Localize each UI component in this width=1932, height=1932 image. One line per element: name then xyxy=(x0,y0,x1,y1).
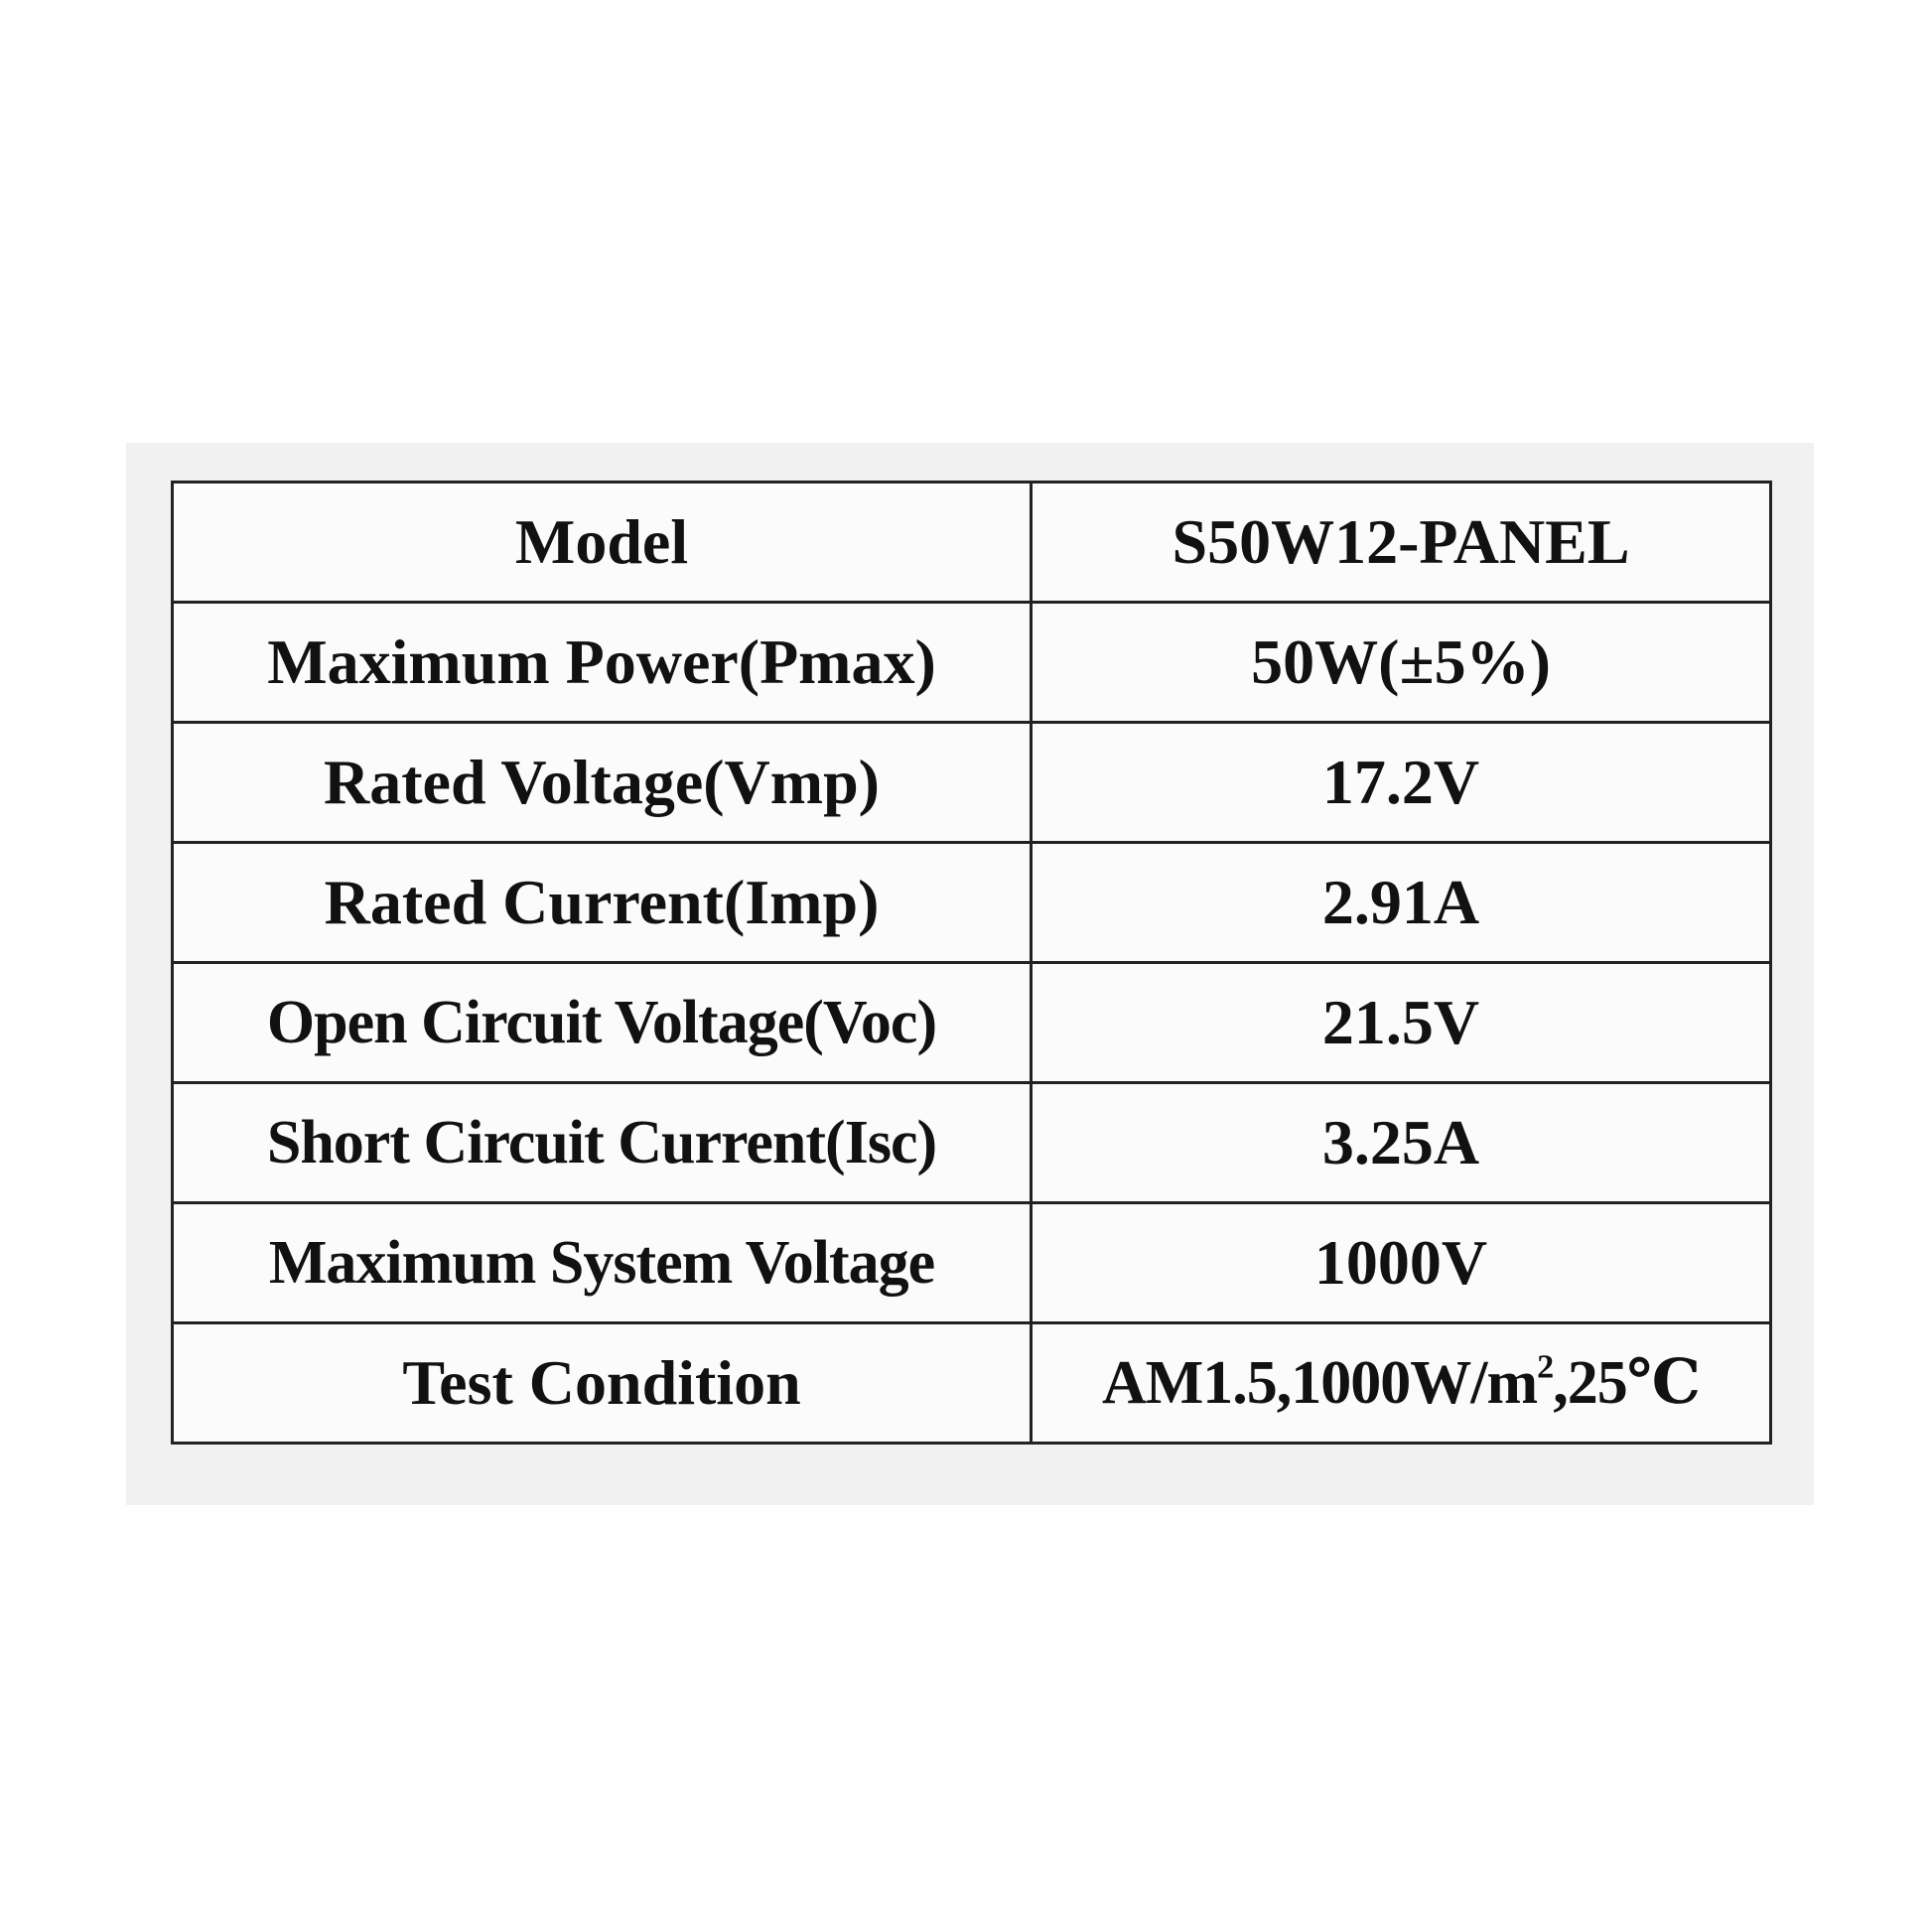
value-cell-model: S50W12-PANEL xyxy=(1032,483,1771,603)
param-cell-open-circuit-voltage: Open Circuit Voltage(Voc) xyxy=(173,963,1032,1083)
table-row xyxy=(173,963,1771,1083)
table-row xyxy=(173,483,1771,603)
table-row xyxy=(173,603,1771,723)
param-cell-max-power: Maximum Power(Pmax) xyxy=(173,603,1032,723)
value-cell-rated-voltage: 17.2V xyxy=(1032,723,1771,843)
param-cell-max-system-voltage: Maximum System Voltage xyxy=(173,1203,1032,1323)
test-condition-superscript: 2 xyxy=(1537,1348,1554,1386)
table-row xyxy=(173,723,1771,843)
value-cell-open-circuit-voltage: 21.5V xyxy=(1032,963,1771,1083)
value-cell-short-circuit-current: 3.25A xyxy=(1032,1083,1771,1203)
param-cell-rated-current: Rated Current(Imp) xyxy=(173,843,1032,963)
table-row xyxy=(173,1083,1771,1203)
table-row xyxy=(173,843,1771,963)
table-row xyxy=(173,1323,1771,1444)
spec-label-card xyxy=(126,443,1814,1505)
spec-table xyxy=(171,481,1772,1445)
value-cell-rated-current: 2.91A xyxy=(1032,843,1771,963)
test-condition-value-tail: ,25℃ xyxy=(1553,1349,1700,1417)
value-cell-max-power: 50W(±5%) xyxy=(1032,603,1771,723)
value-cell-test-condition xyxy=(1032,1323,1771,1444)
test-condition-value-main: AM1.5,1000W/m xyxy=(1101,1349,1538,1417)
param-cell-short-circuit-current: Short Circuit Current(Isc) xyxy=(173,1083,1032,1203)
param-cell-test-condition: Test Condition xyxy=(173,1323,1032,1444)
param-cell-model: Model xyxy=(173,483,1032,603)
table-row xyxy=(173,1203,1771,1323)
param-cell-rated-voltage: Rated Voltage(Vmp) xyxy=(173,723,1032,843)
value-cell-max-system-voltage: 1000V xyxy=(1032,1203,1771,1323)
